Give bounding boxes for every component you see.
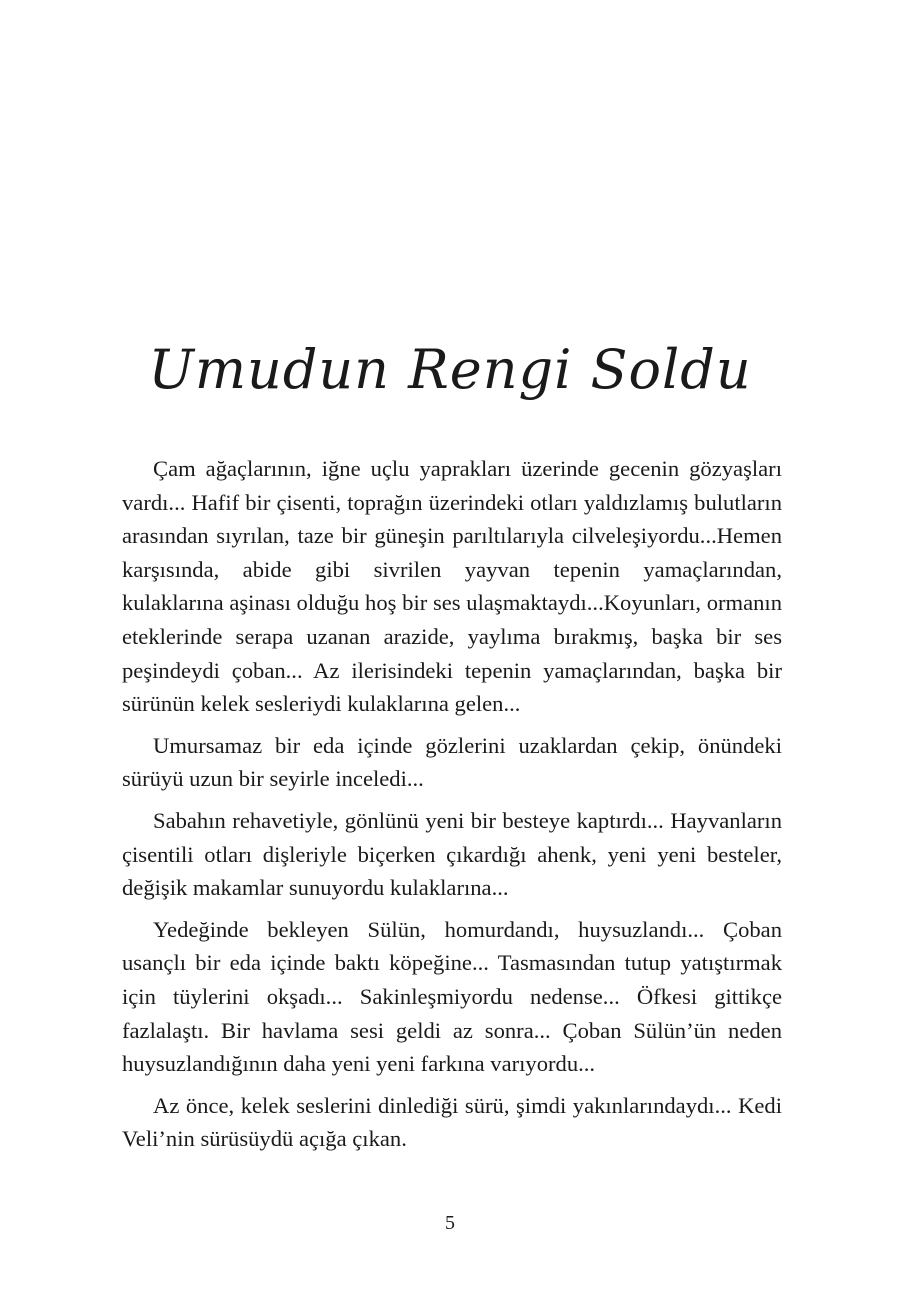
paragraph-1: Çam ağaçlarının, iğne uçlu yaprakları üzerinde gecenin gözyaşları vardı... Hafif bir çisenti, toprağın üzerindeki otları yaldızlamış bulutların arasından sıyrılan, taze bir güneşin parıltılarıyla cilveleşiyordu...Hemen karşısında, abide gibi sivrilen yayvan tepenin yamaçlarından, kulaklarına aşinası olduğu hoş bir ses ulaşmaktaydı...Koyunları, ormanın eteklerinde serapa uzanan arazide, yaylıma bırakmış, başka bir ses peşindeydi çoban... Az ilerisindeki tepenin yamaçlarından, başka bir sürünün kelek sesleriydi kulaklarına gelen... [122,456,782,717]
chapter-title: Umudun Rengi Soldu [148,338,752,401]
page-number: 5 [445,1212,455,1234]
paragraph-4: Yedeğinde bekleyen Sülün, homurdandı, huysuzlandı... Çoban usançlı bir eda içinde baktı köpeğine... Tasmasından tutup yatıştırmak için tüylerini okşadı... Sakinleşmiyordu nedense... Öfkesi gittikçe fazlalaştı. Bir havlama sesi geldi az sonra... Çoban Sülün’ün neden huysuzlandığının daha yeni yeni farkına varıyordu... [122,916,782,1077]
paragraph-5: Az önce, kelek seslerini dinlediği sürü, şimdi yakınlarındaydı... Kedi Veli’nin sürüsüydü açığa çıkan. [122,1092,782,1152]
paragraph-3: Sabahın rehavetiyle, gönlünü yeni bir besteye kaptırdı... Hayvanların çisentili otları dişleriyle biçerken çıkardığı ahenk, yeni yeni besteler, değişik makamlar sunuyordu kulaklarına... [122,807,782,901]
paragraph-2: Umursamaz bir eda içinde gözlerini uzaklardan çekip, önündeki sürüyü uzun bir seyirle inceledi... [122,732,782,792]
chapter-body [122,452,782,1164]
